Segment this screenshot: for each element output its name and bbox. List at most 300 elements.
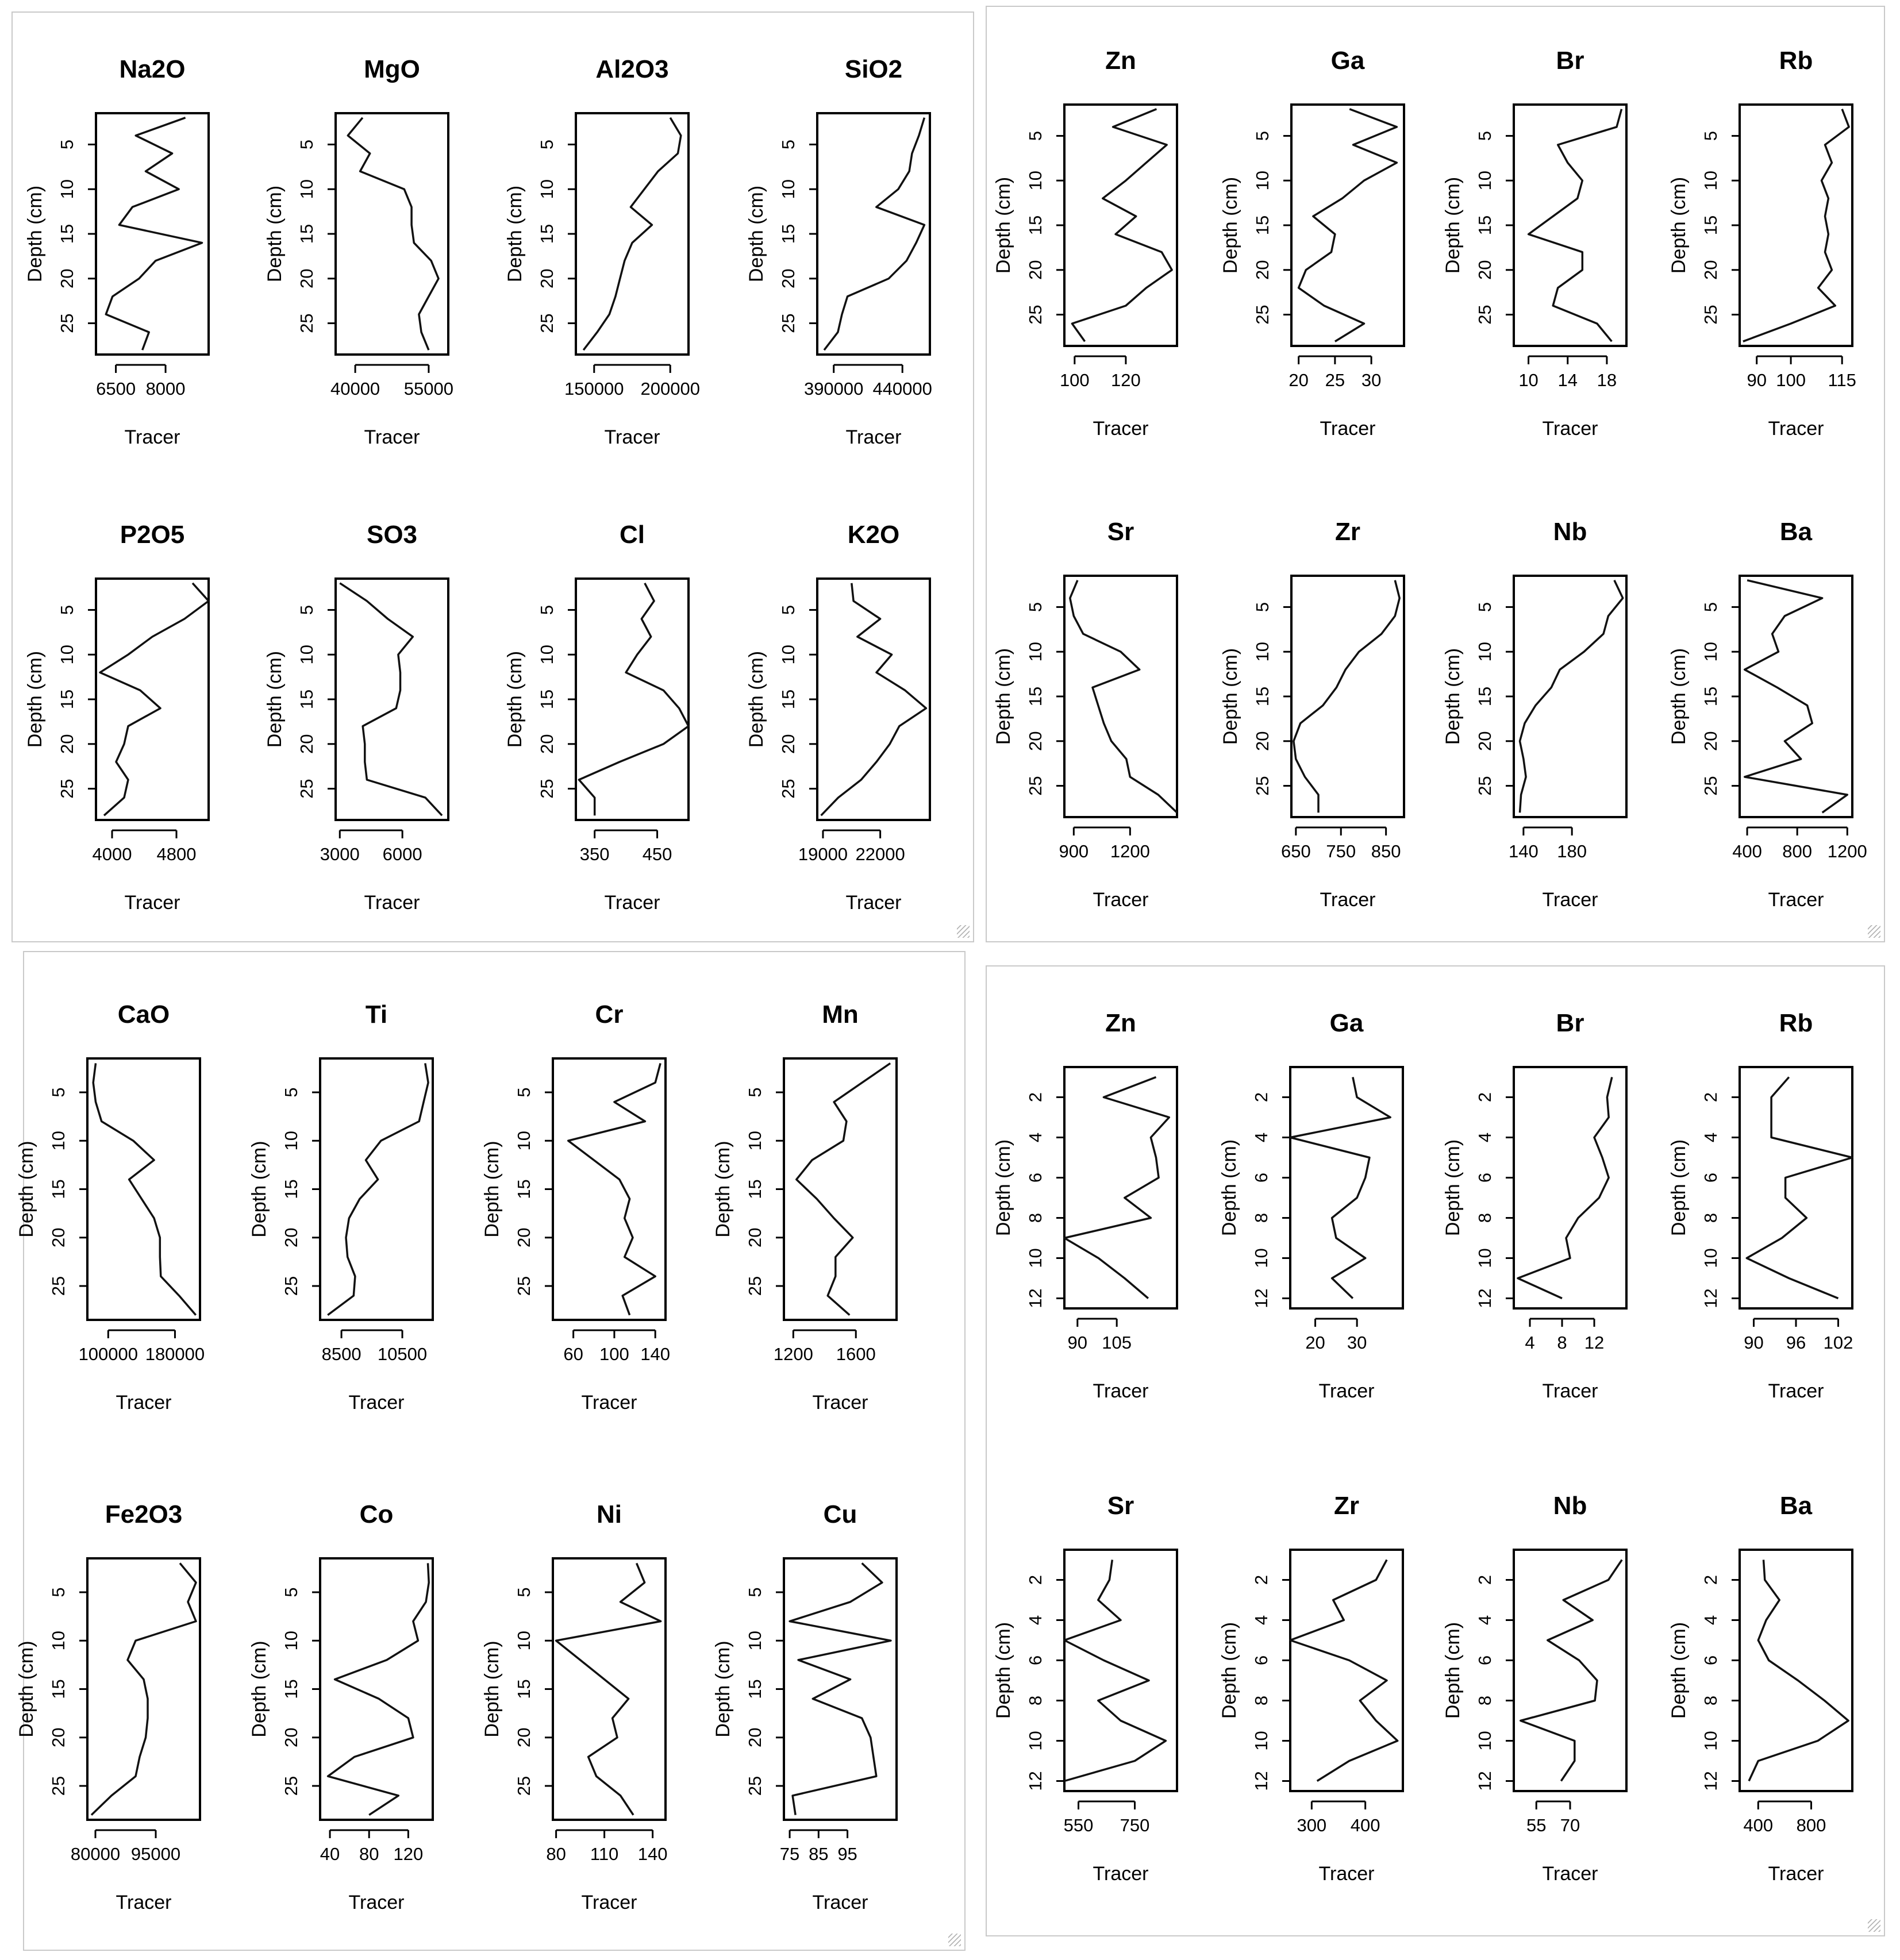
depth-profile-sio2 bbox=[745, 55, 932, 448]
y-tick-label: 15 bbox=[1252, 686, 1272, 707]
depth-profile-cu bbox=[712, 1500, 897, 1913]
y-axis-label: Depth (cm) bbox=[1442, 176, 1464, 274]
y-axis-label: Depth (cm) bbox=[993, 176, 1014, 274]
y-tick-label: 5 bbox=[537, 604, 557, 615]
chart-title: Nb bbox=[1553, 518, 1587, 546]
y-tick-label: 5 bbox=[57, 139, 77, 150]
chart-title: Fe2O3 bbox=[105, 1500, 183, 1528]
x-tick-label: 180000 bbox=[145, 1344, 205, 1364]
y-axis-label: Depth (cm) bbox=[745, 185, 767, 283]
x-tick-label: 120 bbox=[1111, 370, 1141, 390]
y-tick-label: 25 bbox=[514, 1776, 534, 1796]
y-tick-label: 15 bbox=[537, 224, 557, 244]
chart-title: Zr bbox=[1334, 1492, 1359, 1520]
depth-profile-zr bbox=[1220, 518, 1404, 911]
y-tick-label: 20 bbox=[1025, 260, 1045, 280]
y-tick-label: 6 bbox=[1475, 1172, 1495, 1183]
series-line-br bbox=[1518, 1077, 1612, 1299]
x-tick-label: 1200 bbox=[773, 1344, 813, 1364]
y-tick-label: 12 bbox=[1025, 1288, 1045, 1308]
y-tick-label: 5 bbox=[514, 1587, 534, 1597]
depth-profile-ba bbox=[1668, 1492, 1852, 1885]
y-tick-label: 20 bbox=[48, 1727, 68, 1748]
x-tick-label: 8000 bbox=[145, 379, 186, 399]
series-line-ga bbox=[1290, 1077, 1390, 1299]
chart-title: MgO bbox=[364, 55, 420, 83]
y-tick-label: 25 bbox=[1252, 305, 1272, 325]
plot-frame bbox=[1064, 576, 1177, 817]
x-axis-label: Tracer bbox=[1093, 1863, 1149, 1885]
series-line-ga bbox=[1299, 109, 1397, 341]
depth-profile-zr bbox=[1218, 1492, 1403, 1885]
depth-profile-rb bbox=[1668, 1009, 1853, 1402]
chart-title: Ni bbox=[597, 1500, 622, 1528]
depth-profile-so3 bbox=[264, 521, 448, 914]
y-tick-label: 20 bbox=[57, 268, 77, 289]
x-axis-label: Tracer bbox=[1320, 418, 1376, 440]
y-tick-label: 8 bbox=[1701, 1695, 1721, 1706]
plot-frame bbox=[1290, 1067, 1403, 1308]
x-tick-label: 115 bbox=[1828, 370, 1856, 390]
y-tick-label: 25 bbox=[48, 1276, 68, 1296]
y-axis-label: Depth (cm) bbox=[24, 650, 46, 748]
depth-profile-na2o bbox=[24, 55, 209, 448]
y-tick-label: 5 bbox=[537, 139, 557, 150]
chart-title: Sr bbox=[1107, 1492, 1134, 1520]
chart-title: SiO2 bbox=[844, 55, 903, 83]
y-tick-label: 5 bbox=[1475, 602, 1495, 613]
y-tick-label: 10 bbox=[514, 1130, 534, 1151]
x-tick-label: 90 bbox=[1744, 1333, 1764, 1353]
y-tick-label: 20 bbox=[514, 1727, 534, 1748]
y-tick-label: 10 bbox=[57, 644, 77, 665]
x-tick-label: 110 bbox=[590, 1844, 619, 1864]
chart-grid-major-oxides bbox=[13, 13, 975, 944]
y-tick-label: 8 bbox=[1025, 1695, 1045, 1706]
y-tick-label: 5 bbox=[57, 604, 77, 615]
y-axis-label: Depth (cm) bbox=[248, 1141, 270, 1238]
series-line-sr bbox=[1064, 1560, 1166, 1781]
y-tick-label: 12 bbox=[1701, 1771, 1721, 1791]
depth-profile-cl bbox=[504, 521, 689, 914]
y-tick-label: 5 bbox=[281, 1587, 301, 1597]
chart-title: Ga bbox=[1329, 1009, 1364, 1037]
y-tick-label: 25 bbox=[1701, 305, 1721, 325]
y-tick-label: 20 bbox=[1701, 731, 1721, 752]
y-tick-label: 15 bbox=[1701, 686, 1721, 707]
depth-profile-nb bbox=[1442, 1492, 1626, 1885]
x-axis-label: Tracer bbox=[124, 426, 180, 448]
y-tick-label: 5 bbox=[48, 1587, 68, 1597]
x-tick-label: 150000 bbox=[564, 379, 624, 399]
y-tick-label: 2 bbox=[1475, 1574, 1495, 1585]
y-axis-label: Depth (cm) bbox=[745, 650, 767, 748]
x-tick-label: 1200 bbox=[1827, 841, 1867, 861]
x-axis-label: Tracer bbox=[1093, 1380, 1149, 1402]
series-line-zr bbox=[1290, 1560, 1398, 1781]
y-tick-label: 20 bbox=[1701, 260, 1721, 280]
y-tick-label: 15 bbox=[745, 1179, 765, 1199]
resize-grip-icon[interactable] bbox=[1868, 1919, 1880, 1932]
y-axis-label: Depth (cm) bbox=[1668, 176, 1690, 274]
y-tick-label: 15 bbox=[57, 689, 77, 710]
y-tick-label: 20 bbox=[1475, 260, 1495, 280]
x-tick-label: 350 bbox=[579, 844, 610, 864]
plot-frame bbox=[576, 113, 689, 355]
series-line-ni bbox=[556, 1563, 661, 1815]
y-tick-label: 2 bbox=[1251, 1574, 1271, 1585]
y-tick-label: 20 bbox=[1025, 731, 1045, 752]
y-tick-label: 20 bbox=[297, 268, 317, 289]
y-tick-label: 12 bbox=[1475, 1288, 1495, 1308]
resize-grip-icon[interactable] bbox=[957, 925, 970, 938]
series-line-zn bbox=[1064, 1077, 1169, 1299]
x-axis-label: Tracer bbox=[581, 1892, 637, 1913]
x-axis-label: Tracer bbox=[116, 1892, 172, 1913]
chart-grid-trace-elements-lower bbox=[987, 966, 1886, 1938]
chart-title: CaO bbox=[117, 1000, 170, 1029]
y-axis-label: Depth (cm) bbox=[1668, 1622, 1690, 1719]
y-tick-label: 4 bbox=[1475, 1132, 1495, 1143]
y-tick-label: 10 bbox=[778, 179, 798, 199]
series-line-nb bbox=[1520, 580, 1623, 813]
y-tick-label: 20 bbox=[778, 268, 798, 289]
x-axis-label: Tracer bbox=[348, 1392, 405, 1414]
chart-title: Na2O bbox=[119, 55, 186, 83]
y-tick-label: 20 bbox=[281, 1727, 301, 1748]
y-tick-label: 25 bbox=[778, 313, 798, 333]
y-axis-label: Depth (cm) bbox=[16, 1641, 37, 1738]
y-tick-label: 25 bbox=[745, 1276, 765, 1296]
y-tick-label: 10 bbox=[1251, 1731, 1271, 1751]
y-tick-label: 2 bbox=[1475, 1092, 1495, 1103]
plot-frame bbox=[553, 1558, 666, 1820]
x-axis-label: Tracer bbox=[1320, 889, 1376, 911]
y-tick-label: 5 bbox=[1025, 130, 1045, 141]
y-tick-label: 4 bbox=[1475, 1615, 1495, 1626]
plot-frame bbox=[336, 579, 448, 820]
y-tick-label: 5 bbox=[514, 1087, 534, 1098]
y-tick-label: 5 bbox=[48, 1087, 68, 1098]
x-tick-label: 180 bbox=[1557, 841, 1587, 861]
y-tick-label: 15 bbox=[48, 1179, 68, 1199]
depth-profile-cr bbox=[481, 1000, 670, 1414]
y-tick-label: 5 bbox=[281, 1087, 301, 1098]
y-axis-label: Depth (cm) bbox=[993, 1139, 1014, 1237]
x-axis-label: Tracer bbox=[812, 1392, 868, 1414]
depth-profile-ni bbox=[481, 1500, 667, 1913]
x-axis-label: Tracer bbox=[116, 1392, 172, 1414]
plot-frame bbox=[96, 113, 209, 355]
x-tick-label: 55 bbox=[1526, 1815, 1547, 1835]
chart-title: Br bbox=[1556, 47, 1584, 75]
chart-title: Ba bbox=[1779, 1492, 1813, 1520]
x-axis-label: Tracer bbox=[1768, 1863, 1824, 1885]
series-line-mn bbox=[797, 1063, 890, 1315]
chart-title: P2O5 bbox=[120, 521, 185, 549]
x-tick-label: 440000 bbox=[872, 379, 932, 399]
y-tick-label: 15 bbox=[1252, 215, 1272, 236]
y-tick-label: 15 bbox=[1475, 215, 1495, 236]
plot-frame bbox=[1514, 1067, 1626, 1308]
y-tick-label: 5 bbox=[1252, 602, 1272, 613]
y-tick-label: 4 bbox=[1025, 1615, 1045, 1626]
x-axis-label: Tracer bbox=[1093, 418, 1149, 440]
chart-title: SO3 bbox=[366, 521, 418, 549]
x-tick-label: 550 bbox=[1063, 1815, 1094, 1835]
y-axis-label: Depth (cm) bbox=[1668, 648, 1690, 745]
panel-metals bbox=[16, 951, 966, 1951]
y-tick-label: 5 bbox=[778, 604, 798, 615]
x-tick-label: 20 bbox=[1289, 370, 1309, 390]
y-tick-label: 4 bbox=[1701, 1615, 1721, 1626]
x-tick-label: 18 bbox=[1597, 370, 1617, 390]
x-axis-label: Tracer bbox=[1093, 889, 1149, 911]
chart-title: Cu bbox=[823, 1500, 857, 1528]
y-tick-label: 10 bbox=[1475, 1248, 1495, 1268]
series-line-sr bbox=[1070, 580, 1177, 813]
x-axis-label: Tracer bbox=[812, 1892, 868, 1913]
y-tick-label: 25 bbox=[1025, 776, 1045, 796]
x-axis-label: Tracer bbox=[1768, 1380, 1824, 1402]
y-tick-label: 2 bbox=[1701, 1574, 1721, 1585]
y-axis-label: Depth (cm) bbox=[1668, 1139, 1690, 1237]
y-tick-label: 10 bbox=[745, 1130, 765, 1151]
y-tick-label: 20 bbox=[537, 268, 557, 289]
y-tick-label: 5 bbox=[1475, 130, 1495, 141]
x-axis-label: Tracer bbox=[845, 426, 902, 448]
y-tick-label: 25 bbox=[1252, 776, 1272, 796]
series-line-co bbox=[328, 1563, 429, 1815]
plot-frame bbox=[320, 1058, 433, 1320]
y-tick-label: 25 bbox=[1701, 776, 1721, 796]
y-tick-label: 12 bbox=[1025, 1771, 1045, 1791]
y-tick-label: 15 bbox=[1475, 686, 1495, 707]
y-axis-label: Depth (cm) bbox=[993, 1622, 1014, 1719]
plot-frame bbox=[1064, 1550, 1177, 1791]
chart-title: Rb bbox=[1779, 47, 1813, 75]
x-tick-label: 55000 bbox=[403, 379, 454, 399]
depth-profile-p2o5 bbox=[24, 521, 209, 914]
x-tick-label: 12 bbox=[1584, 1333, 1605, 1353]
y-tick-label: 8 bbox=[1025, 1212, 1045, 1223]
y-tick-label: 15 bbox=[514, 1179, 534, 1199]
x-tick-label: 800 bbox=[1796, 1815, 1826, 1835]
y-tick-label: 15 bbox=[1025, 686, 1045, 707]
y-tick-label: 20 bbox=[514, 1227, 534, 1248]
y-tick-label: 20 bbox=[57, 734, 77, 754]
y-axis-label: Depth (cm) bbox=[248, 1641, 270, 1738]
chart-grid-metals bbox=[16, 952, 967, 1952]
x-axis-label: Tracer bbox=[348, 1892, 405, 1913]
y-tick-label: 10 bbox=[1701, 1731, 1721, 1751]
x-tick-label: 8500 bbox=[321, 1344, 361, 1364]
y-tick-label: 20 bbox=[1252, 731, 1272, 752]
y-tick-label: 25 bbox=[537, 313, 557, 333]
plot-frame bbox=[87, 1058, 200, 1320]
y-tick-label: 15 bbox=[745, 1679, 765, 1699]
x-axis-label: Tracer bbox=[581, 1392, 637, 1414]
panel-trace-elements-lower bbox=[986, 965, 1885, 1936]
x-axis-label: Tracer bbox=[604, 426, 660, 448]
chart-title: Nb bbox=[1553, 1492, 1587, 1520]
chart-title: Co bbox=[359, 1500, 394, 1528]
x-tick-label: 30 bbox=[1347, 1333, 1367, 1353]
y-axis-label: Depth (cm) bbox=[1442, 648, 1464, 745]
series-line-na2o bbox=[106, 118, 202, 350]
x-tick-label: 19000 bbox=[798, 844, 848, 864]
y-tick-label: 10 bbox=[745, 1630, 765, 1651]
depth-profile-k2o bbox=[745, 521, 930, 914]
chart-title: Rb bbox=[1779, 1009, 1813, 1037]
y-tick-label: 20 bbox=[1252, 260, 1272, 280]
y-tick-label: 5 bbox=[1252, 130, 1272, 141]
x-tick-label: 140 bbox=[1508, 841, 1539, 861]
x-tick-label: 390000 bbox=[803, 379, 864, 399]
x-tick-label: 75 bbox=[779, 1844, 800, 1864]
series-line-cl bbox=[579, 583, 689, 815]
y-tick-label: 8 bbox=[1701, 1212, 1721, 1223]
x-tick-label: 100 bbox=[1059, 370, 1090, 390]
y-tick-label: 25 bbox=[514, 1276, 534, 1296]
depth-profile-br bbox=[1442, 1009, 1626, 1402]
x-tick-label: 22000 bbox=[855, 844, 905, 864]
y-tick-label: 4 bbox=[1251, 1615, 1271, 1626]
y-axis-label: Depth (cm) bbox=[1220, 648, 1241, 745]
series-line-rb bbox=[1747, 1077, 1852, 1299]
x-tick-label: 96 bbox=[1786, 1333, 1806, 1353]
x-tick-label: 4 bbox=[1525, 1333, 1535, 1353]
y-tick-label: 25 bbox=[1475, 776, 1495, 796]
y-tick-label: 6 bbox=[1251, 1172, 1271, 1183]
y-tick-label: 25 bbox=[778, 779, 798, 799]
depth-profile-zn bbox=[993, 47, 1177, 440]
chart-title: Cr bbox=[595, 1000, 624, 1029]
x-axis-label: Tracer bbox=[604, 892, 660, 914]
y-tick-label: 10 bbox=[537, 179, 557, 199]
x-tick-label: 6500 bbox=[96, 379, 136, 399]
y-axis-label: Depth (cm) bbox=[1218, 1622, 1240, 1719]
x-axis-label: Tracer bbox=[364, 892, 420, 914]
y-tick-label: 4 bbox=[1025, 1132, 1045, 1143]
plot-frame bbox=[1290, 1550, 1403, 1791]
depth-profile-mn bbox=[712, 1000, 897, 1414]
depth-profile-nb bbox=[1442, 518, 1626, 911]
y-tick-label: 8 bbox=[1475, 1212, 1495, 1223]
chart-title: Al2O3 bbox=[595, 55, 669, 83]
y-tick-label: 25 bbox=[281, 1776, 301, 1796]
y-tick-label: 10 bbox=[1025, 1731, 1045, 1751]
series-line-mgo bbox=[348, 118, 439, 350]
y-tick-label: 12 bbox=[1251, 1771, 1271, 1791]
series-line-rb bbox=[1743, 109, 1849, 341]
y-tick-label: 25 bbox=[57, 313, 77, 333]
y-tick-label: 10 bbox=[1475, 170, 1495, 191]
y-tick-label: 25 bbox=[57, 779, 77, 799]
resize-grip-icon[interactable] bbox=[1868, 925, 1880, 938]
series-line-k2o bbox=[821, 583, 926, 815]
x-tick-label: 400 bbox=[1350, 1815, 1380, 1835]
x-tick-label: 40000 bbox=[330, 379, 380, 399]
series-line-cu bbox=[790, 1563, 891, 1815]
y-tick-label: 20 bbox=[48, 1227, 68, 1248]
y-tick-label: 6 bbox=[1701, 1172, 1721, 1183]
x-tick-label: 14 bbox=[1557, 370, 1578, 390]
x-tick-label: 105 bbox=[1102, 1333, 1132, 1353]
y-tick-label: 10 bbox=[1025, 1248, 1045, 1268]
series-line-cao bbox=[93, 1063, 196, 1315]
y-tick-label: 10 bbox=[297, 179, 317, 199]
x-tick-label: 140 bbox=[640, 1344, 671, 1364]
resize-grip-icon[interactable] bbox=[948, 1934, 961, 1946]
x-tick-label: 750 bbox=[1326, 841, 1356, 861]
chart-title: Ga bbox=[1330, 47, 1365, 75]
depth-profile-co bbox=[248, 1500, 433, 1913]
chart-title: Ba bbox=[1779, 518, 1813, 546]
y-tick-label: 12 bbox=[1251, 1288, 1271, 1308]
x-tick-label: 140 bbox=[637, 1844, 668, 1864]
chart-title: Br bbox=[1556, 1009, 1584, 1037]
x-axis-label: Tracer bbox=[124, 892, 180, 914]
y-tick-label: 15 bbox=[48, 1679, 68, 1699]
y-tick-label: 10 bbox=[48, 1130, 68, 1151]
y-tick-label: 20 bbox=[1475, 731, 1495, 752]
x-tick-label: 95000 bbox=[130, 1844, 181, 1864]
x-tick-label: 100 bbox=[1776, 370, 1806, 390]
y-tick-label: 2 bbox=[1701, 1092, 1721, 1103]
y-tick-label: 2 bbox=[1025, 1574, 1045, 1585]
series-line-zn bbox=[1072, 109, 1172, 341]
y-tick-label: 15 bbox=[1025, 215, 1045, 236]
x-tick-label: 4800 bbox=[156, 844, 197, 864]
depth-profile-mgo bbox=[264, 55, 453, 448]
y-tick-label: 4 bbox=[1701, 1132, 1721, 1143]
x-axis-label: Tracer bbox=[1318, 1863, 1375, 1885]
plot-frame bbox=[336, 113, 448, 355]
depth-profile-sr bbox=[993, 1492, 1177, 1885]
y-tick-label: 2 bbox=[1025, 1092, 1045, 1103]
y-tick-label: 10 bbox=[778, 644, 798, 665]
x-tick-label: 10500 bbox=[377, 1344, 428, 1364]
y-axis-label: Depth (cm) bbox=[1442, 1139, 1464, 1237]
depth-profile-ti bbox=[248, 1000, 433, 1414]
chart-title: Zn bbox=[1105, 1009, 1136, 1037]
depth-profile-ga bbox=[1218, 1009, 1403, 1402]
series-line-sio2 bbox=[824, 118, 924, 350]
chart-title: Mn bbox=[822, 1000, 859, 1029]
y-axis-label: Depth (cm) bbox=[264, 185, 286, 283]
x-tick-label: 400 bbox=[1732, 841, 1762, 861]
x-tick-label: 102 bbox=[1823, 1333, 1853, 1353]
x-tick-label: 400 bbox=[1743, 1815, 1774, 1835]
x-tick-label: 1200 bbox=[1110, 841, 1150, 861]
y-tick-label: 10 bbox=[1701, 641, 1721, 662]
x-tick-label: 90 bbox=[1067, 1333, 1088, 1353]
y-tick-label: 15 bbox=[778, 689, 798, 710]
y-tick-label: 8 bbox=[1251, 1212, 1271, 1223]
y-tick-label: 6 bbox=[1701, 1655, 1721, 1666]
y-axis-label: Depth (cm) bbox=[481, 1141, 503, 1238]
series-line-p2o5 bbox=[100, 583, 209, 815]
y-tick-label: 2 bbox=[1251, 1092, 1271, 1103]
y-tick-label: 10 bbox=[48, 1630, 68, 1651]
x-tick-label: 650 bbox=[1280, 841, 1311, 861]
x-axis-label: Tracer bbox=[845, 892, 902, 914]
y-tick-label: 20 bbox=[745, 1227, 765, 1248]
plot-frame bbox=[1740, 576, 1852, 817]
x-axis-label: Tracer bbox=[1542, 418, 1598, 440]
y-tick-label: 5 bbox=[1701, 130, 1721, 141]
